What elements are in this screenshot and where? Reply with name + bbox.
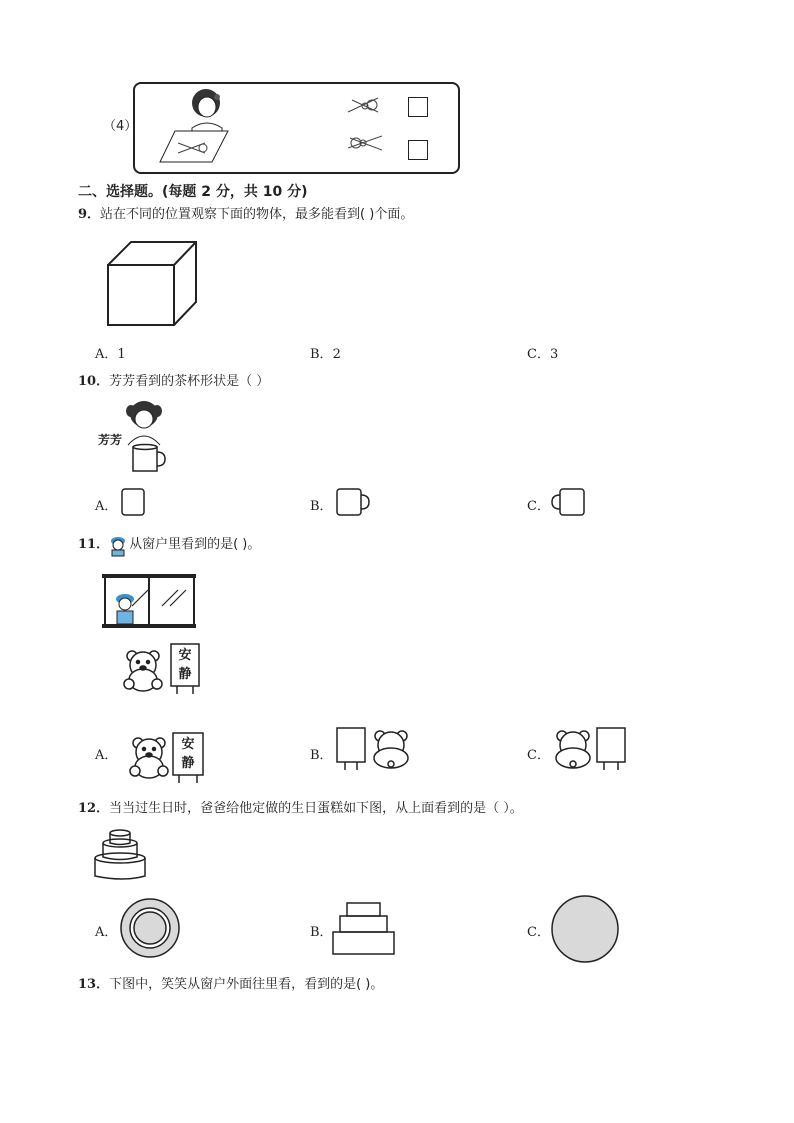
fangfang-label: 芳芳 xyxy=(98,433,123,447)
section-heading: 二、选择题。(每题 2 分，共 10 分) xyxy=(78,184,308,200)
q11-option-b[interactable]: B． xyxy=(310,748,333,763)
q9-option-b[interactable]: B．2 xyxy=(310,347,341,362)
q12-option-b[interactable]: B． xyxy=(310,925,333,940)
q8-part-label: （4） xyxy=(103,119,138,134)
q10-option-a[interactable]: A． xyxy=(95,499,118,514)
question-text: 当当过生日时，爸爸给他定做的生日蛋糕如下图，从上面看到的是（ ）。 xyxy=(109,801,523,816)
question-number: 9． xyxy=(78,207,101,222)
question-number: 11． xyxy=(78,537,110,552)
stacked-rectangles-icon xyxy=(333,903,394,954)
q11-option-c[interactable]: C． xyxy=(527,748,550,763)
question-number: 13． xyxy=(78,977,110,992)
q10-option-c[interactable]: C． xyxy=(527,499,550,514)
question-13 xyxy=(78,976,383,994)
q11-option-a[interactable]: A． xyxy=(95,748,118,763)
q9-option-c[interactable]: C．3 xyxy=(527,347,559,362)
q9-option-a[interactable]: A．1 xyxy=(95,347,126,362)
question-number: 10． xyxy=(78,374,110,389)
question-number: 12． xyxy=(78,801,110,816)
q12-option-c[interactable]: C． xyxy=(527,925,550,940)
question-text: 下图中，笑笑从窗户外面往里看，看到的是( )。 xyxy=(109,977,384,992)
quiet-sign-text: 安静 xyxy=(181,737,195,771)
question-text: 从窗户里看到的是( )。 xyxy=(129,537,261,552)
circle-icon xyxy=(552,896,618,962)
question-text: 芳芳看到的茶杯形状是（ ） xyxy=(109,374,270,389)
concentric-circles-icon xyxy=(121,899,179,957)
q12-option-a[interactable]: A． xyxy=(95,925,118,940)
quiet-sign-text: 安静 xyxy=(178,648,192,682)
question-text: 站在不同的位置观察下面的物体，最多能看到( )个面。 xyxy=(100,207,414,222)
q10-option-b[interactable]: B． xyxy=(310,499,333,514)
